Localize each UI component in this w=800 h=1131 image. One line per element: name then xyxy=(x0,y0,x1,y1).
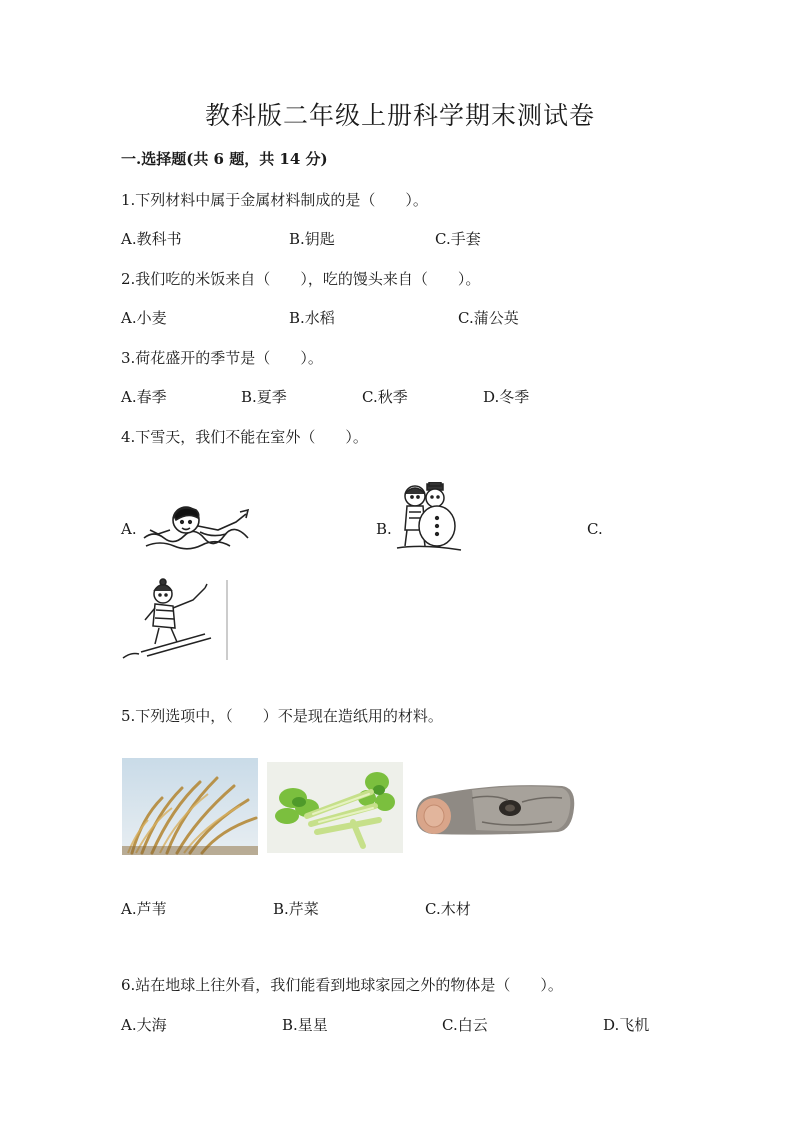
question-6-option-c[interactable]: C.白云 xyxy=(442,1016,488,1034)
question-6-option-d[interactable]: D.飞机 xyxy=(603,1016,650,1034)
question-6-text: 6.站在地球上往外看，我们能看到地球家园之外的物体是（ ）。 xyxy=(121,976,563,994)
question-4-text: 4.下雪天，我们不能在室外（ ）。 xyxy=(121,428,368,446)
question-3-option-c[interactable]: C.秋季 xyxy=(362,388,408,406)
question-1-text: 1.下列材料中属于金属材料制成的是（ ）。 xyxy=(121,191,428,209)
question-5-text: 5.下列选项中，（ ）不是现在造纸用的材料。 xyxy=(121,707,443,725)
section-heading: 一.选择题(共 6 题，共 14 分) xyxy=(121,150,328,168)
question-2-text: 2.我们吃的米饭来自（ ），吃的馒头来自（ ）。 xyxy=(121,270,481,288)
question-4-option-b[interactable]: B. xyxy=(376,520,392,538)
question-2-option-c[interactable]: C.蒲公英 xyxy=(458,309,519,327)
snowman-children-image[interactable] xyxy=(393,482,463,554)
question-5-option-a[interactable]: A.芦苇 xyxy=(121,900,167,918)
question-3-option-b[interactable]: B.夏季 xyxy=(241,388,287,406)
question-3-text: 3.荷花盛开的季节是（ ）。 xyxy=(121,349,323,367)
swimming-child-image[interactable] xyxy=(140,500,252,555)
question-2-option-a[interactable]: A.小麦 xyxy=(121,309,167,327)
question-1-option-b[interactable]: B.钥匙 xyxy=(289,230,335,248)
question-1-option-c[interactable]: C.手套 xyxy=(435,230,481,248)
wood-log-photo[interactable] xyxy=(412,778,578,842)
skiing-child-image[interactable] xyxy=(121,578,231,660)
celery-photo[interactable] xyxy=(267,762,403,853)
question-3-option-d[interactable]: D.冬季 xyxy=(483,388,530,406)
question-6-option-a[interactable]: A.大海 xyxy=(121,1016,167,1034)
question-4-option-a[interactable]: A. xyxy=(121,520,137,538)
question-6-option-b[interactable]: B.星星 xyxy=(282,1016,328,1034)
page-title: 教科版二年级上册科学期末测试卷 xyxy=(204,101,595,130)
question-3-option-a[interactable]: A.春季 xyxy=(121,388,167,406)
question-5-option-c[interactable]: C.木材 xyxy=(425,900,471,918)
question-2-option-b[interactable]: B.水稻 xyxy=(289,309,335,327)
reed-photo[interactable] xyxy=(122,758,258,855)
question-1-option-a[interactable]: A.教科书 xyxy=(121,230,182,248)
question-4-option-c[interactable]: C. xyxy=(587,520,603,538)
question-5-option-b[interactable]: B.芹菜 xyxy=(273,900,319,918)
